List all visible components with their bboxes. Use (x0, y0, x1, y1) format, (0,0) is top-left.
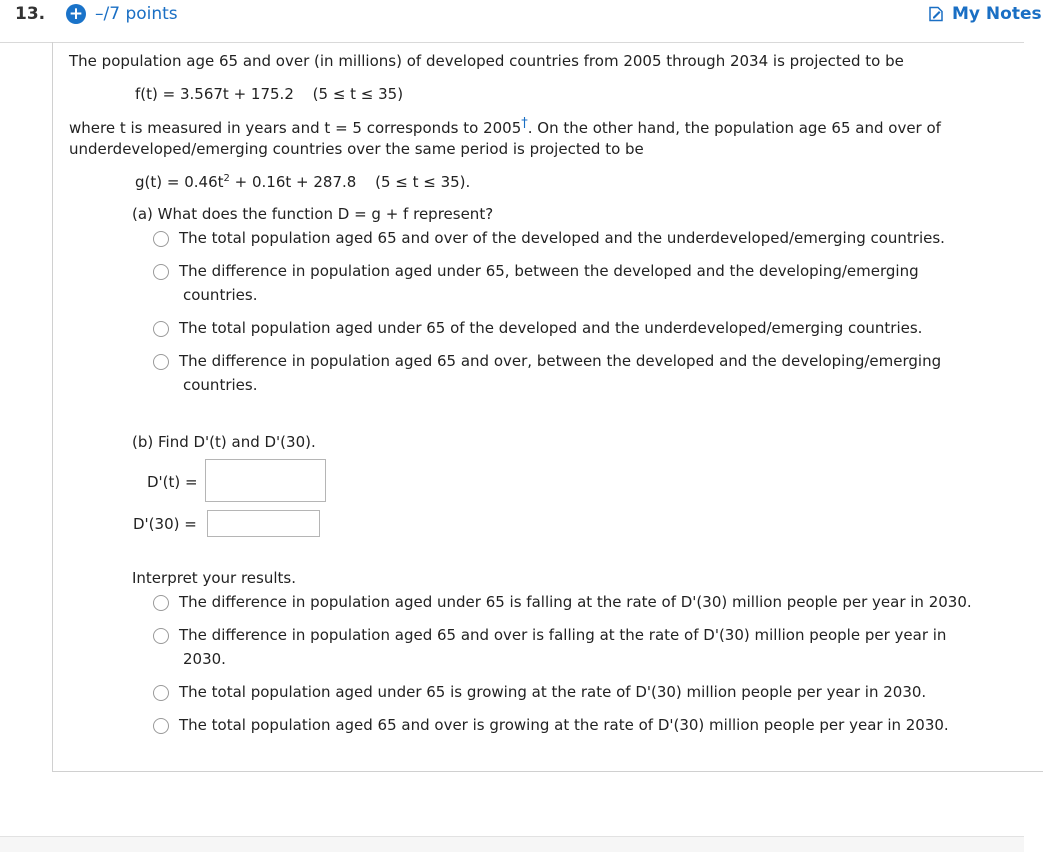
derivative-30-answer-input[interactable] (207, 510, 320, 537)
part-a-option-4-radio[interactable] (153, 354, 169, 370)
part-a-option-3-label: The total population aged under 65 of the developed and the underdeveloped/emerging countries. (179, 319, 923, 337)
f-lhs: f(t) (135, 85, 158, 103)
my-notes-label: My Notes (952, 4, 1042, 24)
interpret-option-3-label: The total population aged under 65 is growing at the rate of D'(30) million people per year in 2030. (179, 683, 927, 701)
part-a-option-1-label: The total population aged 65 and over of the developed and the underdeveloped/emerging countries. (179, 229, 945, 247)
notes-icon (928, 6, 944, 22)
points-label: –/7 points (95, 4, 178, 24)
problem-line-2b-text: . On the other hand, the population age 65 and over of (527, 119, 941, 137)
interpret-option-3-radio[interactable] (153, 685, 169, 701)
part-a-option-4-label-cont: countries. (183, 376, 258, 394)
part-a-question: (a) What does the function D = g + f represent? (132, 205, 494, 223)
g-rest: + 0.16t + 287.8 (229, 173, 357, 191)
interpret-option-1-radio[interactable] (153, 595, 169, 611)
part-b-question: (b) Find D'(t) and D'(30). (132, 433, 316, 451)
derivative-answer-input[interactable] (205, 459, 326, 502)
problem-line-2 (69, 116, 941, 137)
question-header (0, 0, 1042, 43)
problem-line-3: underdeveloped/emerging countries over the same period is projected to be (69, 140, 644, 158)
g-domain: (5 ≤ t ≤ 35). (375, 173, 471, 191)
derivative-30-label: D'(30) = (133, 515, 197, 533)
g-expression: g(t) = 0.46t (135, 173, 224, 191)
question-number: 13. (15, 4, 46, 24)
part-a-option-2-radio[interactable] (153, 264, 169, 280)
g-exponent: 2 (223, 173, 230, 184)
interpret-prompt: Interpret your results. (132, 569, 296, 587)
f-domain: (5 ≤ t ≤ 35) (312, 85, 404, 103)
f-function (135, 85, 403, 103)
interpret-option-2-radio[interactable] (153, 628, 169, 644)
interpret-option-2-label-cont: 2030. (183, 650, 226, 668)
part-a-option-2-label: The difference in population aged under 65, between the developed and the developing/emerging (179, 262, 919, 280)
part-a-option-2-label-cont: countries. (183, 286, 258, 304)
my-notes-button[interactable] (928, 4, 1042, 24)
expand-plus-icon[interactable]: + (66, 4, 86, 24)
problem-intro: The population age 65 and over (in millions) of developed countries from 2005 through 2034 is projected to be (69, 52, 904, 70)
interpret-option-2-label: The difference in population aged 65 and over is falling at the rate of D'(30) million people per year in (179, 626, 947, 644)
derivative-label: D'(t) = (147, 473, 198, 491)
part-a-option-4-label: The difference in population aged 65 and over, between the developed and the developing/emerging (179, 352, 942, 370)
interpret-option-4-label: The total population aged 65 and over is growing at the rate of D'(30) million people per year in 2030. (179, 716, 949, 734)
interpret-option-4-radio[interactable] (153, 718, 169, 734)
page-footer (0, 836, 1024, 852)
part-a-option-1-radio[interactable] (153, 231, 169, 247)
part-a-option-3-radio[interactable] (153, 321, 169, 337)
g-function (135, 173, 470, 191)
f-rhs: = 3.567t + 175.2 (162, 85, 294, 103)
footnote-dagger-link[interactable]: † (521, 116, 528, 131)
interpret-option-1-label: The difference in population aged under 65 is falling at the rate of D'(30) million people per year in 2030. (179, 593, 972, 611)
problem-line-2-text: where t is measured in years and t = 5 corresponds to 2005 (69, 119, 522, 137)
